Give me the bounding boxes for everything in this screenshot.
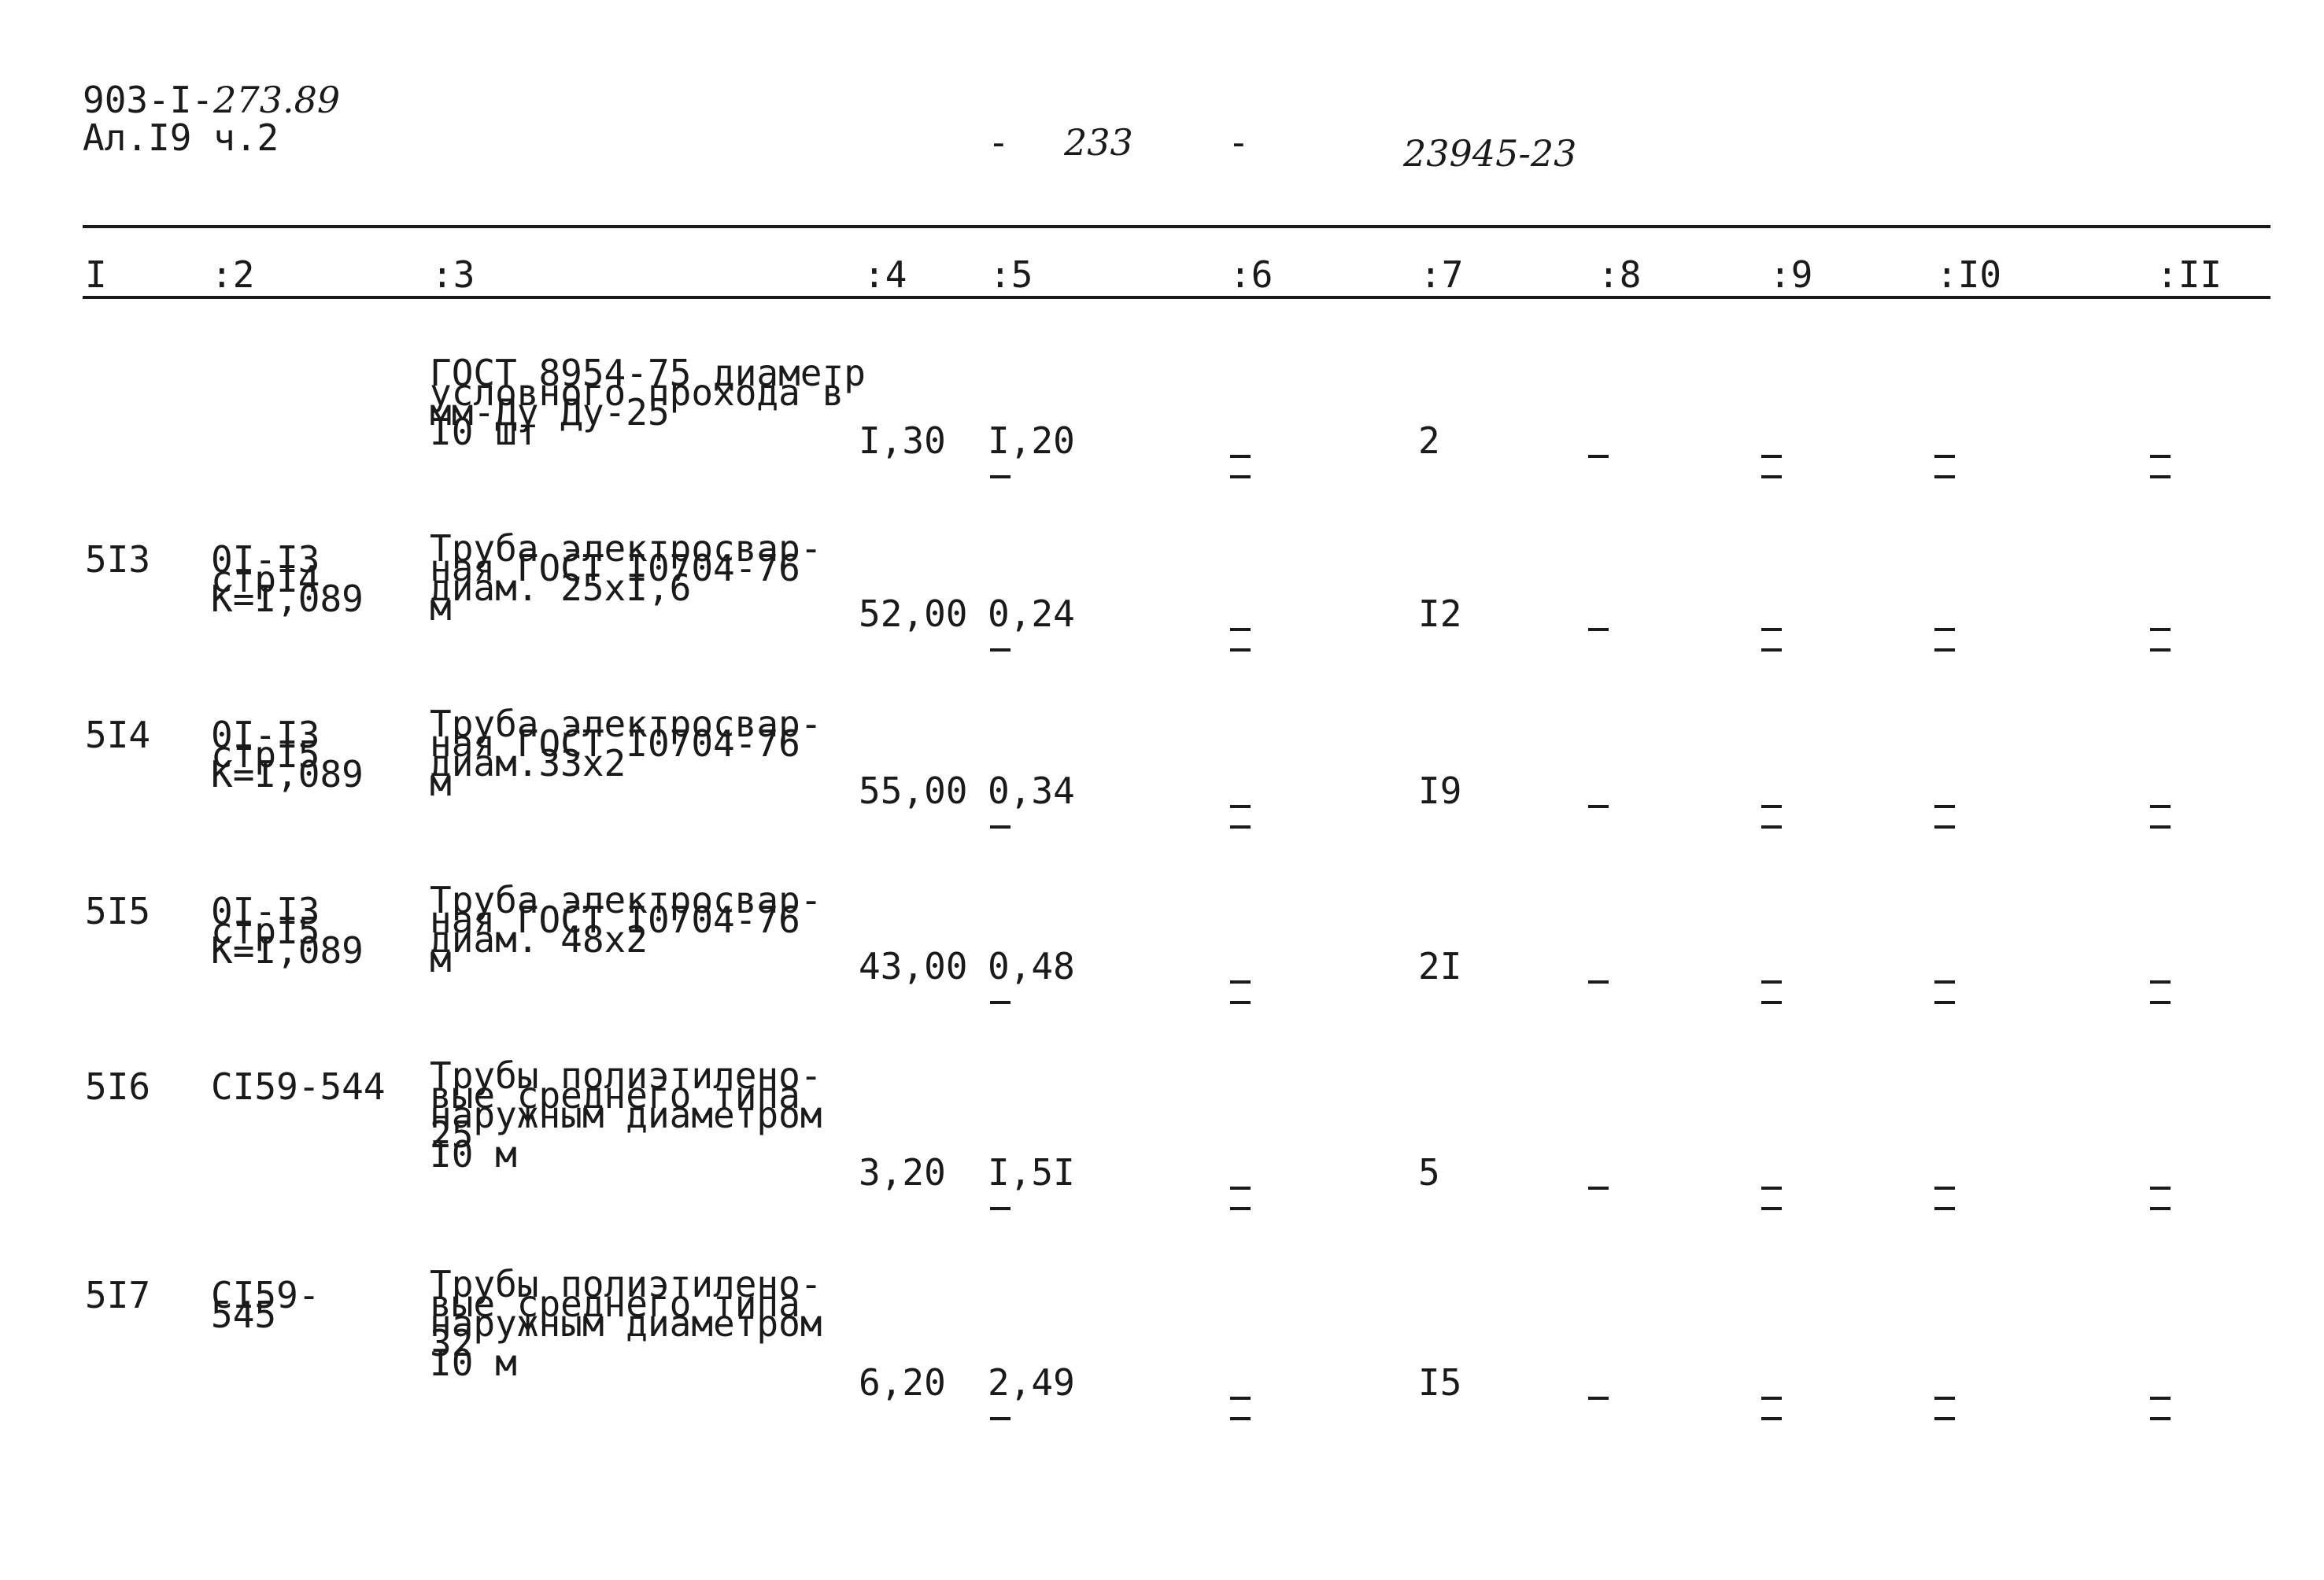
row-col7-value: I2 [1418,592,1462,635]
row-number: 5I5 [85,890,151,932]
col8-dash [1588,805,1609,808]
reference-number: 23945-23 [1403,132,1577,175]
col6-dash [1230,1207,1251,1210]
empty-value-dash [2150,1397,2171,1400]
empty-value-dash [2150,805,2171,808]
col5-dash [990,648,1011,652]
empty-value-dash [1934,628,1955,631]
empty-value-dash [2150,648,2171,652]
row-col4-value: 43,00 [859,945,968,988]
empty-value-dash [1934,648,1955,652]
row-col7-value: 2 [1418,419,1440,462]
empty-value-dash [1761,1001,1782,1004]
empty-value-dash [1934,825,1955,829]
empty-value-dash [2150,1207,2171,1210]
empty-value-dash [1934,455,1955,458]
empty-value-dash [2150,628,2171,631]
empty-value-dash [2150,1417,2171,1420]
page-number: 233 [1064,121,1133,164]
page-dash-left: - [988,121,1010,164]
empty-value-dash [2150,455,2171,458]
empty-value-dash [1934,1417,1955,1420]
row-number: 5I3 [85,538,151,581]
row-col4-value: I,30 [859,419,946,462]
empty-value-dash [1761,475,1782,478]
col8-dash [1588,455,1609,458]
column-header-11: :II [2156,253,2222,296]
empty-value-dash [1761,455,1782,458]
col6-dash [1230,805,1251,808]
row-col7-value: 2I [1418,945,1462,988]
row-col4-value: 52,00 [859,592,968,635]
row-description: ГОСТ 8954-75 диаметр условного прохода в мм-Ду Ду-25 I0 шт [430,352,866,453]
empty-value-dash [1934,1207,1955,1210]
column-header-7: :7 [1420,253,1464,296]
empty-value-dash [1934,980,1955,984]
row-col7-value: I9 [1418,770,1462,812]
column-header-4: :4 [863,253,907,296]
empty-value-dash [2150,980,2171,984]
row-col4-value: 3,20 [859,1151,946,1194]
empty-value-dash [1761,1187,1782,1190]
empty-value-dash [1761,1417,1782,1420]
row-description: Трубы полиэтилено- вые среднего типа наружным диаметром 32 I0 м [430,1263,822,1384]
empty-value-dash [1934,805,1955,808]
col6-dash [1230,455,1251,458]
row-col5-value: I,5I [988,1151,1075,1194]
row-col5-value: 0,34 [988,770,1075,812]
col6-dash [1230,628,1251,631]
empty-value-dash [2150,1187,2171,1190]
row-col5-value: 0,48 [988,945,1075,988]
empty-value-dash [1761,825,1782,829]
empty-value-dash [1934,1001,1955,1004]
col6-dash [1230,825,1251,829]
row-col5-value: 2,49 [988,1361,1075,1404]
col6-dash [1230,1187,1251,1190]
col5-dash [990,1417,1011,1420]
empty-value-dash [1761,648,1782,652]
empty-value-dash [2150,1001,2171,1004]
doc-code-handwritten: 273.89 [213,79,341,121]
row-description: Труба электросвар- ная ГОСТ I0704-76 диам. 25хI,6 м [430,527,822,629]
col6-dash [1230,980,1251,984]
row-code: 0I-I3 стрI5 К=I,089 [211,890,364,972]
col5-dash [990,1001,1011,1004]
col5-dash [990,1207,1011,1210]
row-description: Трубы полиэтилено- вые среднего типа наружным диаметром 25 I0 м [430,1054,822,1176]
row-description: Труба электросвар- ная ГОСТ I0704-76 диам.33х2 м [430,703,822,804]
row-code: 0I-I3 стрI4 К=I,089 [211,538,364,620]
column-header-3: :3 [431,253,475,296]
doc-code [83,79,341,121]
column-header-5: :5 [989,253,1033,296]
col6-dash [1230,475,1251,478]
row-code: 0I-I3 стрI5 К=I,089 [211,714,364,796]
row-number: 5I4 [85,714,151,756]
table-top-rule [83,225,2270,228]
empty-value-dash [1761,628,1782,631]
row-description: Труба электросвар- ная ГОСТ I0704-76 диам. 48х2 м [430,879,822,980]
column-header-2: :2 [211,253,255,296]
row-col7-value: I5 [1418,1361,1462,1404]
col5-dash [990,825,1011,829]
empty-value-dash [1761,980,1782,984]
column-header-9: :9 [1769,253,1813,296]
empty-value-dash [2150,825,2171,829]
row-col7-value: 5 [1418,1151,1440,1194]
col8-dash [1588,1187,1609,1190]
row-number: 5I6 [85,1065,151,1108]
column-header-8: :8 [1598,253,1642,296]
empty-value-dash [1761,805,1782,808]
empty-value-dash [1934,1187,1955,1190]
row-code: СI59-544 [211,1065,386,1108]
col6-dash [1230,1417,1251,1420]
row-col5-value: I,20 [988,419,1075,462]
empty-value-dash [1934,475,1955,478]
column-header-6: :6 [1229,253,1273,296]
col8-dash [1588,1397,1609,1400]
empty-value-dash [1761,1207,1782,1210]
row-number: 5I7 [85,1274,151,1316]
column-header-10: :I0 [1936,253,2002,296]
row-col5-value: 0,24 [988,592,1075,635]
empty-value-dash [1934,1397,1955,1400]
page-dash-right: - [1228,121,1250,164]
table-header-rule [83,296,2270,299]
row-col4-value: 6,20 [859,1361,946,1404]
col8-dash [1588,628,1609,631]
row-code: СI59- 545 [211,1274,320,1336]
col8-dash [1588,980,1609,984]
doc-code-prefix: 903-I- [83,79,214,121]
empty-value-dash [1761,1397,1782,1400]
col6-dash [1230,1001,1251,1004]
row-col4-value: 55,00 [859,770,968,812]
album-label: Ал.I9 ч.2 [83,116,279,159]
col6-dash [1230,648,1251,652]
col6-dash [1230,1397,1251,1400]
column-header-1: I [85,253,107,296]
empty-value-dash [2150,475,2171,478]
col5-dash [990,475,1011,478]
